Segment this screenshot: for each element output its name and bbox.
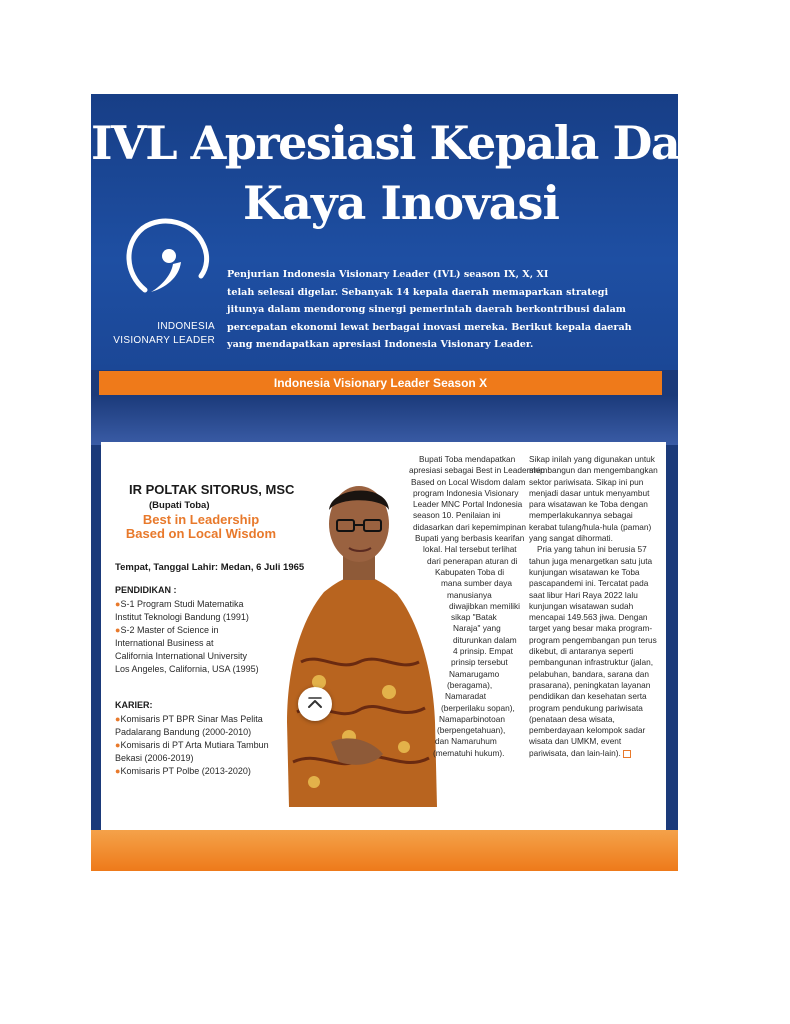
- article-column-1: Bupati Toba mendapatkan apresiasi sebagai Best in Leadership Based on Local Wisdom dalam program Indonesia Visionary Leader MNC Portal Indonesia season 10. Penilaian ini didasarkan dari kepemimpinan Bupati yang berbasis kearifan lokal. Hal tersebut terlihat dari penerapan aturan di Kabupaten Toba di mana sumber daya manusianya diwajibkan memiliki sikap "Batak Naraja" yang diturunkan dalam 4 prinsip. Empat prinsip tersebut Namarugamo (beragama), Namaradat (berperilaku sopan), Namaparbinotoan (berpengetahuan), dan Namaruhum (mematuhi hukum).: [409, 454, 545, 758]
- list-item: Bekasi (2006-2019): [115, 753, 194, 763]
- article-column-2: Sikap inilah yang digunakan untuk membangun dan mengembangkan sektor pariwisata. Sikap ini pun menjadi dasar untuk menyambut para wisatawan ke Toba dengan memperlakukannya sebagai kerabat tulang/hula-hula (paman) yang sangat dihormati. Pria yang tahun ini berusia 57 tahun juga menargetkan satu juta kunjungan wisatawan ke Toba pascapandemi ini. Tercatat pada saat libur Hari Raya 2022 lalu kunjungan wisatawan sudah mencapai 149.563 jiwa. Dengan target yang besar maka program- program pengembangan pun terus dikebut, di antaranya seperti pembangunan infrastruktur (jalan, pelabuhan, bandara, sarana dan prasarana), peningkatan layanan pendidikan dan kesehatan serta program pendukung pariwisata (penataan desa wisata, pemberdayaan kelompok sadar wisata dan UMKM, event pariwisata, dan lain-lain).: [529, 454, 658, 758]
- education-list: [115, 598, 285, 676]
- list-item: ●S-2 Master of Science in: [115, 625, 219, 635]
- list-item: ●Komisaris PT BPR Sinar Mas Pelita: [115, 714, 263, 724]
- list-item: ●Komisaris di PT Arta Mutiara Tambun: [115, 740, 269, 750]
- profile-name: IR POLTAK SITORUS, MSC: [129, 482, 295, 497]
- article-clipping: [91, 94, 790, 871]
- birth-info: Tempat, Tanggal Lahir: Medan, 6 Juli 1965: [115, 562, 305, 573]
- lead-paragraph: Penjurian Indonesia Visionary Leader (IVL) season IX, X, XI telah selesai digelar. Sebanyak 14 kepala daerah memaparkan strategi jitunya dalam mendorong sinergi pemerintah daerah berkontribusi dalam percepatan ekonomi lewat berbagai inovasi mereka. Berikut kepala daerah yang mendapatkan apresiasi Indonesia Visionary Leader.: [227, 269, 632, 350]
- logo-wordmark: INDONESIA VISIONARY LEADER: [113, 321, 215, 346]
- career-heading: KARIER:: [115, 700, 153, 710]
- headline-banner: [91, 94, 790, 370]
- list-item: California International University: [115, 651, 248, 661]
- career-list: [115, 713, 285, 778]
- list-item: ●Komisaris PT Polbe (2013-2020): [115, 766, 251, 776]
- profile-role: (Bupati Toba): [149, 500, 210, 511]
- list-item: International Business at: [115, 638, 214, 648]
- ivl-logo-icon: [121, 216, 211, 306]
- list-item: ●S-1 Program Studi Matematika: [115, 599, 244, 609]
- list-item: Padalarang Bandung (2000-2010): [115, 727, 252, 737]
- end-mark-icon: [623, 750, 631, 758]
- divider-glow: [91, 395, 678, 445]
- season-bar: Indonesia Visionary Leader Season X: [99, 371, 662, 395]
- award-title: Best in Leadership Based on Local Wisdom: [125, 512, 277, 541]
- scroll-top-button[interactable]: [298, 687, 332, 721]
- education-heading: PENDIDIKAN :: [115, 585, 177, 595]
- list-item: Los Angeles, California, USA (1995): [115, 664, 259, 674]
- profile-panel: [101, 442, 666, 830]
- headline-line-2: Kaya Inovasi: [243, 176, 559, 230]
- bottom-band: [91, 830, 678, 871]
- headline-line-1: IVL Apresiasi Kepala Daerah: [91, 116, 790, 170]
- chevron-up-icon: [298, 687, 332, 721]
- list-item: Institut Teknologi Bandung (1991): [115, 612, 249, 622]
